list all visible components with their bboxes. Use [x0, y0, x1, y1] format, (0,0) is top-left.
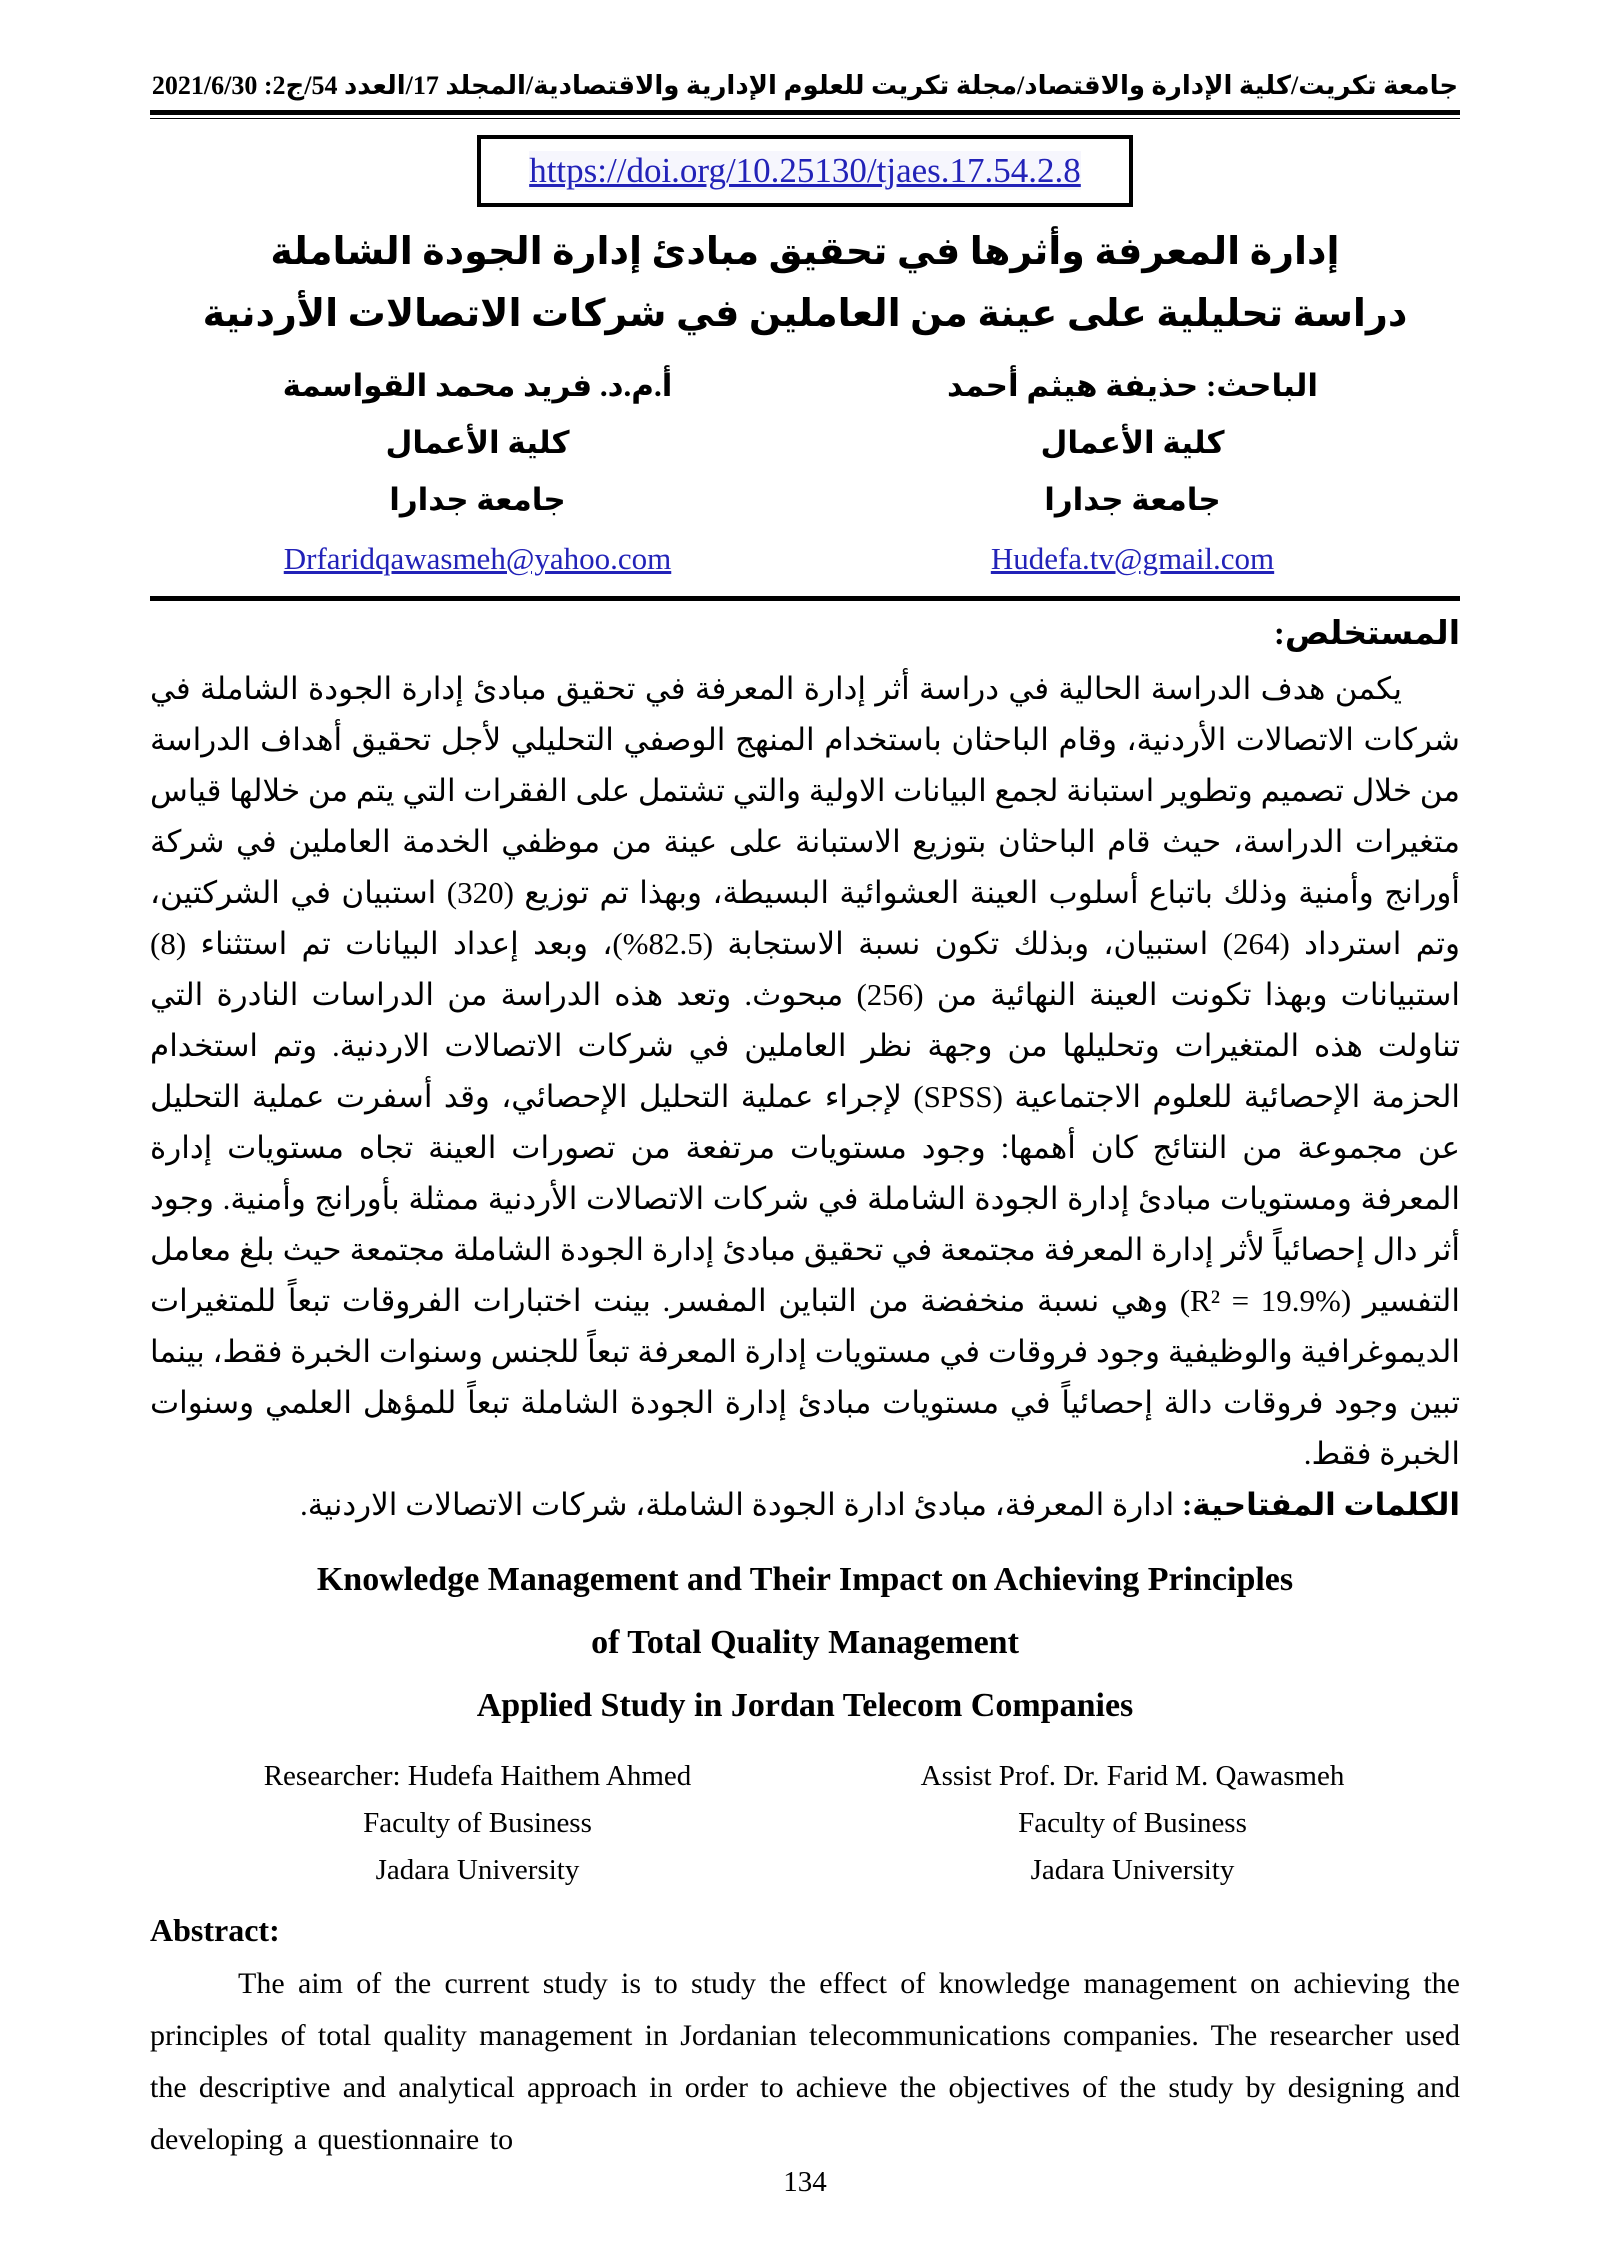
paper-title-english	[150, 1548, 1460, 1737]
header-rule-thick	[150, 110, 1460, 115]
paper-title-arabic-line1: إدارة المعرفة وأثرها في تحقيق مبادئ إدارة الجودة الشاملة	[270, 231, 1340, 274]
abstract-english-body: The aim of the current study is to study the effect of knowledge management on achieving the principles of total quality management in Jordanian telecommunications companies. The researcher used the descriptive and analytical approach in order to achieve the objectives of the study by designing and developing a questionnaire to	[150, 1966, 1460, 2156]
page-number: 134	[783, 2166, 827, 2198]
doi-link[interactable]: https://doi.org/10.25130/tjaes.17.54.2.8	[529, 151, 1081, 191]
header-rule-thin	[150, 118, 1460, 120]
researcher-university-en: Jadara University	[375, 1853, 580, 1886]
keywords-label: الكلمات المفتاحية:	[1181, 1486, 1460, 1522]
researcher-email-link[interactable]: Hudefa.tv@gmail.com	[990, 541, 1275, 577]
researcher-faculty-ar: كلية الأعمال	[1040, 425, 1225, 461]
author-arabic-researcher	[805, 357, 1460, 584]
paper-title-english-line2: of Total Quality Management	[591, 1623, 1019, 1661]
supervisor-faculty-en: Faculty of Business	[1018, 1806, 1247, 1839]
researcher-name-ar: الباحث: حذيفة هيثم أحمد	[946, 368, 1319, 404]
researcher-name-en: Researcher: Hudefa Haithem Ahmed	[263, 1759, 692, 1792]
author-arabic-supervisor	[150, 357, 805, 584]
journal-header-line: جامعة تكريت/كلية الإدارة والاقتصاد/مجلة تكريت للعلوم الإدارية والاقتصادية/المجلد 17/العدد 54/ج2: 2021/6/30	[151, 71, 1459, 100]
abstract-arabic-body: يكمن هدف الدراسة الحالية في دراسة أثر إدارة المعرفة في تحقيق مبادئ إدارة الجودة الشاملة في شركات الاتصالات الأردنية، وقام الباحثان باستخدام المنهج الوصفي التحليلي لأجل تحقيق أهداف الدراسة من خلال تصميم وتطوير استبانة لجمع البيانات الاولية والتي تشتمل على الفقرات التي يتم من خلالها قياس متغيرات الدراسة، حيث قام الباحثان بتوزيع الاستبانة على عينة من موظفي الخدمة العاملين في شركة أورانج وأمنية وذلك باتباع أسلوب العينة العشوائية البسيطة، وبهذا تم توزيع (320) استبيان في الشركتين، وتم استرداد (264) استبيان، وبذلك تكون نسبة الاستجابة (82.5%)، وبعد إعداد البيانات تم استثناء (8) استبيانات وبهذا تكونت العينة النهائية من (256) مبحوث. وتعد هذه الدراسة من الدراسات النادرة التي تناولت هذه المتغيرات وتحليلها من وجهة نظر العاملين في شركات الاتصالات الاردنية. وتم استخدام الحزمة الإحصائية للعلوم الاجتماعية (SPSS) لإجراء عملية التحليل الإحصائي، وقد أسفرت عملية التحليل عن مجموعة من النتائج كان أهمها: وجود مستويات مرتفعة من تصورات العينة تجاه مستويات إدارة المعرفة ومستويات مبادئ إدارة الجودة الشاملة في شركات الاتصالات الأردنية ممثلة بأورانج وأمنية. وجود أثر دال إحصائياً لأثر إدارة المعرفة مجتمعة في تحقيق مبادئ إدارة الجودة الشاملة مجتمعة حيث بلغ معامل التفسير (R² = 19.9%) وهي نسبة منخفضة من التباين المفسر. بينت اختبارات الفروقات تبعاً للمتغيرات الديموغرافية والوظيفية وجود فروقات في مستويات إدارة المعرفة تبعاً للجنس وسنوات الخبرة فقط، بينما تبين وجود فروقات دالة إحصائياً في مستويات مبادئ إدارة الجودة الشاملة تبعاً للمؤهل العلمي وسنوات الخبرة فقط.	[150, 670, 1461, 1471]
authors-arabic	[150, 357, 1460, 584]
authors-english	[150, 1753, 1460, 1894]
paper-title-arabic-line2: دراسة تحليلية على عينة من العاملين في شركات الاتصالات الأردنية	[202, 293, 1408, 336]
author-english-researcher	[150, 1753, 805, 1894]
supervisor-name-ar: أ.م.د. فريد محمد القواسمة	[282, 368, 673, 404]
supervisor-email-link[interactable]: Drfaridqawasmeh@yahoo.com	[283, 541, 672, 577]
abstract-english-section	[150, 1894, 1460, 2166]
keywords-line	[150, 1479, 1460, 1530]
supervisor-name-en: Assist Prof. Dr. Farid M. Qawasmeh	[920, 1759, 1345, 1792]
author-english-supervisor	[805, 1753, 1460, 1894]
researcher-university-ar: جامعة جدارا	[1044, 482, 1221, 518]
supervisor-university-en: Jadara University	[1030, 1853, 1235, 1886]
abstract-arabic-heading: المستخلص:	[1273, 615, 1460, 652]
paper-title-english-line3: Applied Study in Jordan Telecom Companies	[476, 1686, 1134, 1724]
supervisor-faculty-ar: كلية الأعمال	[385, 425, 570, 461]
doi-box	[477, 135, 1133, 207]
doi-wrap	[150, 135, 1460, 207]
keywords-text: ادارة المعرفة، مبادئ ادارة الجودة الشاملة، شركات الاتصالات الاردنية.	[299, 1486, 1182, 1522]
abstract-arabic-section	[150, 601, 1460, 1530]
supervisor-university-ar: جامعة جدارا	[389, 482, 566, 518]
paper-title-english-line1: Knowledge Management and Their Impact on Achieving Principles	[316, 1560, 1294, 1598]
researcher-faculty-en: Faculty of Business	[363, 1806, 592, 1839]
paper-title-arabic	[150, 221, 1460, 345]
abstract-english-heading: Abstract:	[150, 1911, 280, 1948]
